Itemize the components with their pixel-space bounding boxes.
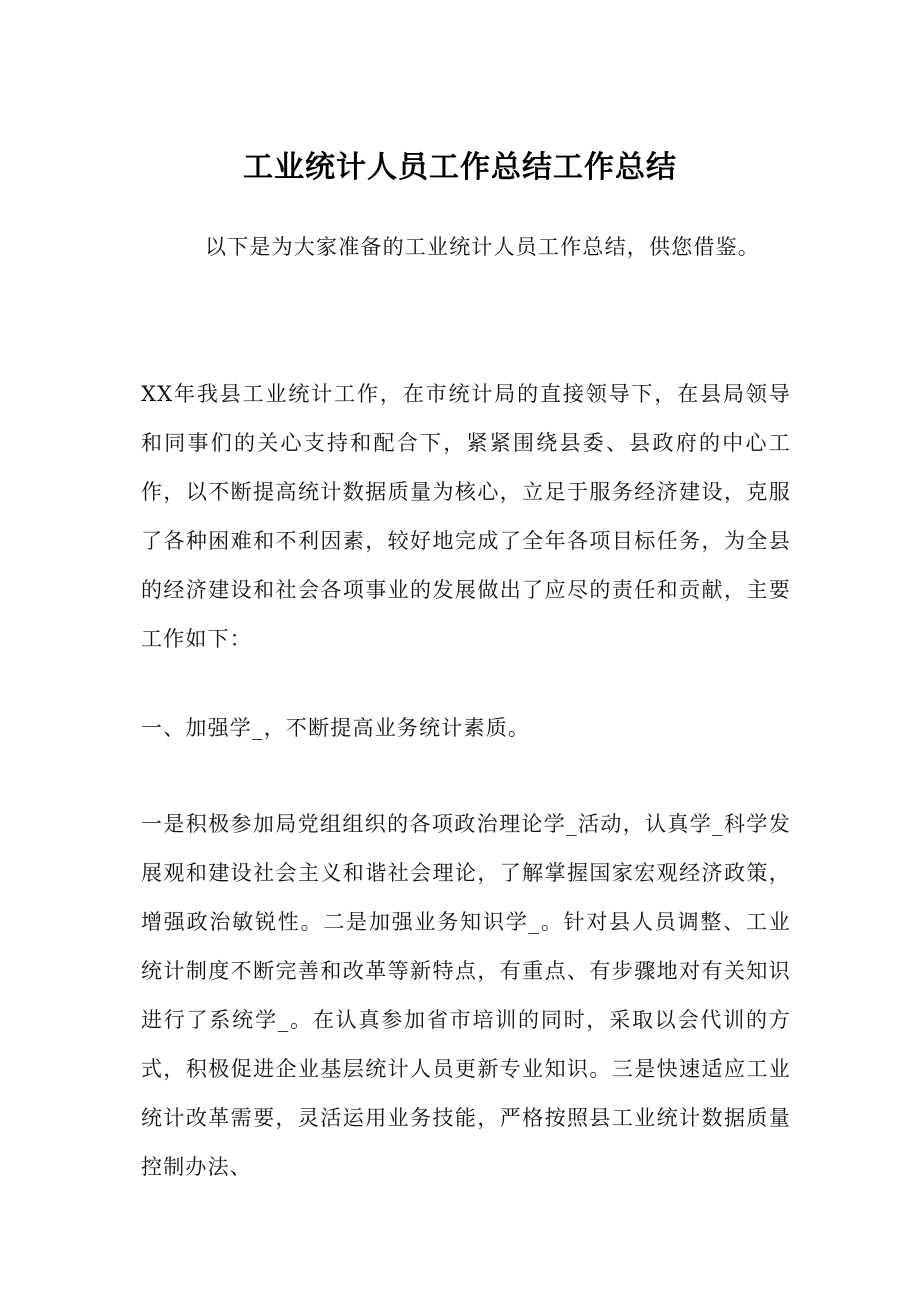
summary-paragraph: XX年我县工业统计工作，在市统计局的直接领导下，在县局领导和同事们的关心支持和配合下，紧紧围绕县委、县政府的中心工作，以不断提高统计数据质量为核心，立足于服务经济建设，克服了各种困难和不利因素，较好地完成了全年各项目标任务，为全县的经济建设和社会各项事业的发展做出了应尽的责任和贡献，主要工作如下： xyxy=(141,382,791,651)
document-title: 工业统计人员工作总结工作总结 xyxy=(243,150,677,185)
detail-paragraph: 一是积极参加局党组组织的各项政治理论学_活动，认真学_科学发展观和建设社会主义和谐社会理论，了解掌握国家宏观经济政策，增强政治敏锐性。二是加强业务知识学_。针对县人员调整、工业统计制度不断完善和改革等新特点，有重点、有步骤地对有关知识进行了系统学_。在认真参加省市培训的同时，采取以会代训的方式，积极促进企业基层统计人员更新专业知识。三是快速适应工业统计改革需要，灵活运用业务技能，严格按照县工业统计数据质量控制办法、 xyxy=(141,812,791,1179)
intro-paragraph: 以下是为大家准备的工业统计人员工作总结，供您借鉴。 xyxy=(205,235,760,259)
section-heading: 一、加强学_，不断提高业务统计素质。 xyxy=(141,716,531,740)
